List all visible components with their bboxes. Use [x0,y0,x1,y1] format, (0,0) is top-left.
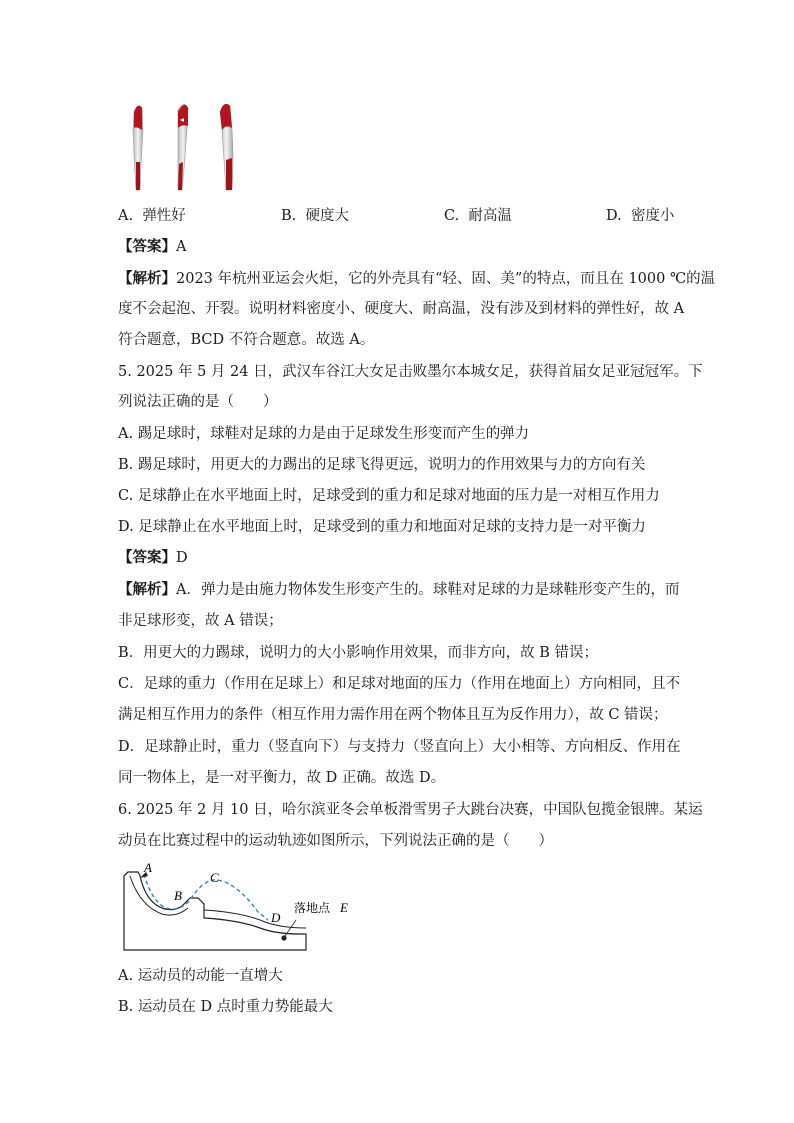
q6-stem: 动员在比赛过程中的运动轨迹如图所示，下列说法正确的是（ ） [118,833,553,849]
q4-analysis-line: 度不会起泡、开裂。说明材料密度小、硬度大、耐高温，没有涉及到材料的弹性好，故 A [118,301,685,317]
point-b-label: B [174,888,182,903]
ski-jump-diagram [118,860,348,956]
torch-icon [133,106,143,190]
torch-figure [122,100,252,196]
point-c-label: C [210,870,219,885]
q5-analysis-line: C．足球的重力（作用在足球上）和足球对地面的压力（作用在地面上）方向相同，且不 [118,676,681,692]
q5-analysis-line: 非足球形变，故 A 错误； [118,613,283,629]
q5-stem: 列说法正确的是（ ） [118,394,278,410]
point-e-label: E [340,900,348,915]
q4-analysis-line: 【解析】2023 年杭州亚运会火炬，它的外壳具有“轻、固、美”的特点，而且在 1000 ℃的温 [118,270,716,287]
q6-option-b: B. 运动员在 D 点时重力势能最大 [118,999,333,1015]
q6-stem: 6. 2025 年 2 月 10 日，哈尔滨亚冬会单板滑雪男子大跳台决赛，中国队包揽金银牌。某运 [118,802,703,818]
point-d-label: D [271,910,281,925]
q5-analysis-line: D．足球静止时，重力（竖直向下）与支持力（竖直向上）大小相等、方向相反、作用在 [118,739,681,755]
q5-analysis-line: 同一物体上，是一对平衡力，故 D 正确。故选 D。 [118,770,446,786]
q4-analysis-line: 符合题意，BCD 不符合题意。故选 A。 [118,332,375,348]
point-a-label: A [144,860,152,875]
q4-option-a: A. 弹性好 [118,208,186,224]
q6-option-a: A. 运动员的动能一直增大 [118,968,283,984]
landing-point-label: 落地点 [294,901,331,915]
q5-answer: 【答案】D [118,549,188,566]
torch-icon [178,104,188,190]
q5-stem: 5. 2025 年 5 月 24 日，武汉车谷江大女足击败墨尔本城女足，获得首届女足亚冠冠军。下 [118,364,703,380]
q4-option-d: D. 密度小 [606,208,675,224]
q4-option-c: C. 耐高温 [444,208,512,224]
q5-option-a: A. 踢足球时，球鞋对足球的力是由于足球发生形变而产生的弹力 [118,426,530,442]
q5-option-d: D. 足球静止在水平地面上时，足球受到的重力和地面对足球的支持力是一对平衡力 [118,519,646,535]
torch-icon [220,104,233,190]
q5-option-c: C. 足球静止在水平地面上时，足球受到的重力和足球对地面的压力是一对相互作用力 [118,488,660,504]
q4-option-b: B. 硬度大 [281,208,349,224]
q5-option-b: B. 踢足球时，用更大的力踢出的足球飞得更远，说明力的作用效果与力的方向有关 [118,457,646,473]
q4-answer: 【答案】A [118,238,187,255]
q5-analysis-line: B．用更大的力踢球，说明力的大小影响作用效果，而非方向，故 B 错误； [118,645,599,661]
q5-analysis-line: 满足相互作用力的条件（相互作用力需作用在两个物体且互为反作用力），故 C 错误； [118,707,668,723]
q5-analysis-line: 【解析】A．弹力是由施力物体发生形变产生的。球鞋对足球的力是球鞋形变产生的，而 [118,581,680,598]
